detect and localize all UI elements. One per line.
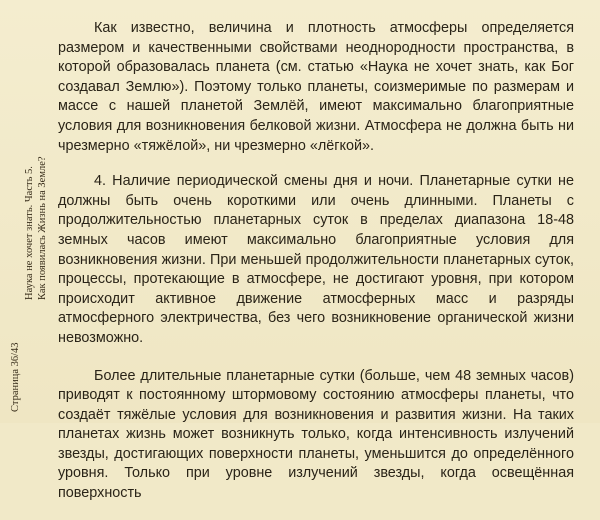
paragraph-1: Как известно, величина и плотность атмосферы определяется размером и качественными свойствами неоднородности пространства, в которой образовалась планета (см. статью «Наука не хочет знать, как Бог создавал Землю»). Поэтому только планеты, соизмеримые по размерам и массе с нашей планетой Землёй, имеют максимально благоприятные условия для возникновения белковой жизни. Атмосфера не должна быть ни чрезмерно «тяжёлой», ни чрезмерно «лёгкой».	[58, 20, 574, 154]
running-header-line-1: Наука не хочет знать. Часть 5.	[24, 166, 35, 300]
running-header-line-2: Как появилась Жизнь на Земле?	[37, 156, 48, 300]
sidebar	[0, 0, 46, 423]
paragraph-2: 4. Наличие периодической смены дня и ночи. Планетарные сутки не должны быть очень короткими или очень длинными. Планеты с продолжительностью планетарных суток в пределах диапазона 18-48 земных часов имеют максимально благоприятные условия для возникновения жизни. При меньшей продолжительности планетарных суток, процессы, протекающие в атмосфере, не достигают уровня, при котором происходит активное движение атмосферных масс и разряды атмосферного электричества, без чего возникновение органической жизни невозможно.	[58, 173, 574, 346]
body-text	[58, 19, 574, 520]
page-number: Страница 36/43	[10, 342, 21, 412]
running-header	[23, 156, 49, 300]
paragraph-3: Более длительные планетарные сутки (больше, чем 48 земных часов) приводят к постоянному штормовому состоянию атмосферы планеты, что создаёт тяжёлые условия для возникновения и развития жизни. На таких планетах жизнь может возникнуть только, когда интенсивность излучений звезды, достигающих поверхности планеты, уменьшится до определённого уровня. Только при уровне излучений звезды, когда освещённая поверхность	[58, 367, 574, 502]
